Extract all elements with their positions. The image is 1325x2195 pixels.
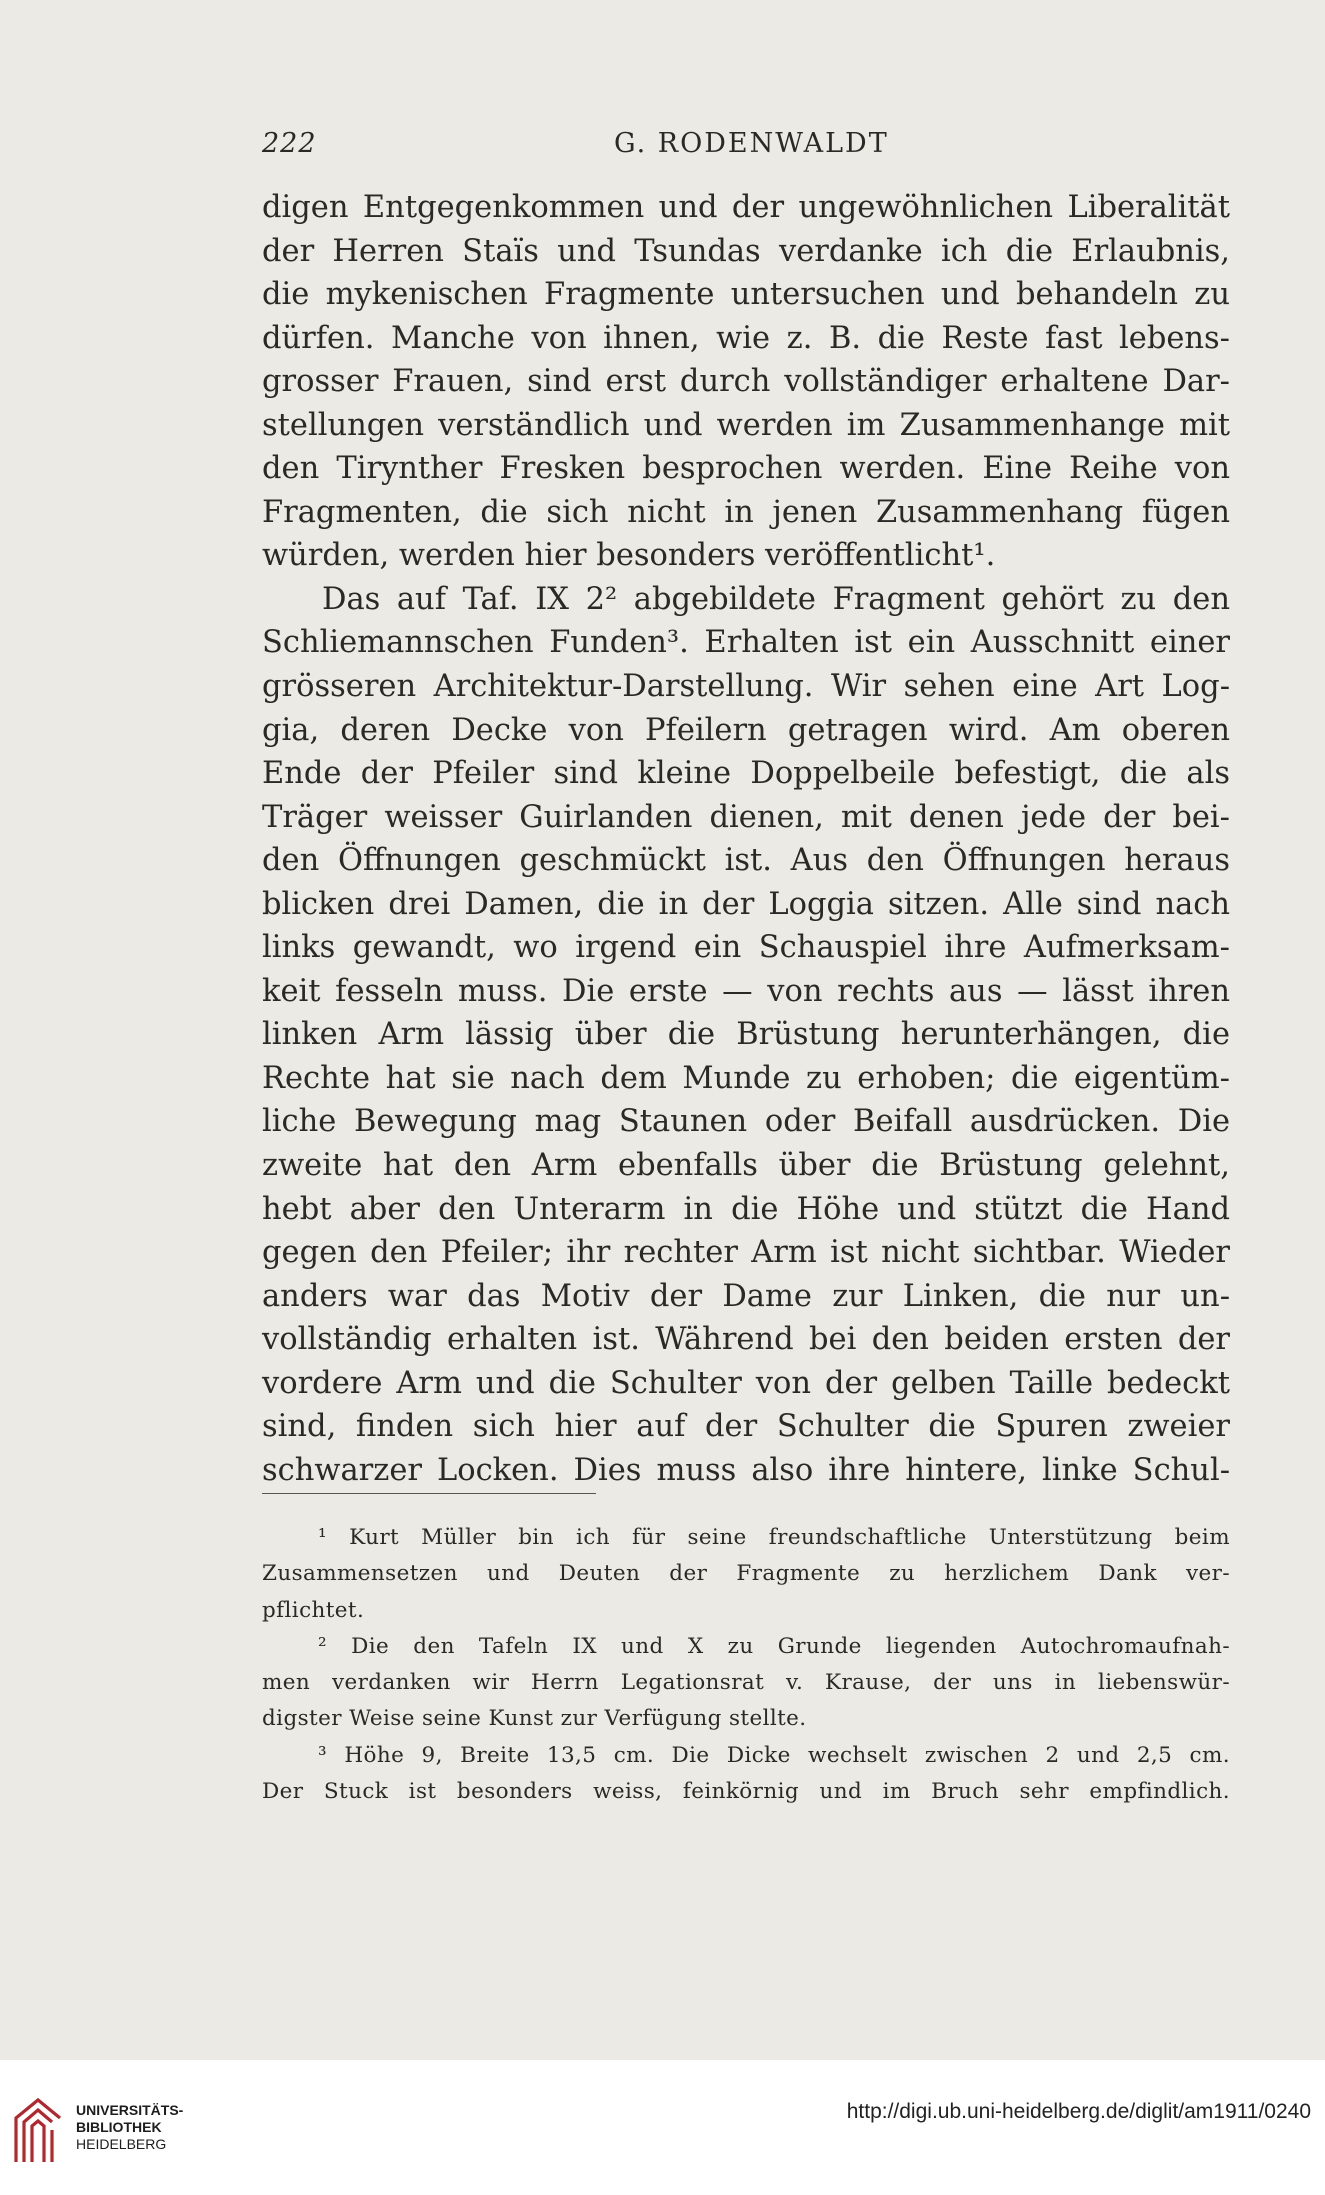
body-line: blicken drei Damen, die in der Loggia sitzen. Alle sind nach [262, 886, 1230, 922]
footnote-line: ² Die den Tafeln IX und X zu Grunde liegenden Autochromaufnah- [318, 1633, 1230, 1659]
body-line: digen Entgegenkommen und der ungewöhnlichen Liberalität [262, 190, 1230, 225]
source-url-link[interactable]: http://digi.ub.uni-heidelberg.de/diglit/am1911/0240 [846, 2100, 1311, 2123]
library-name [76, 2102, 183, 2153]
page-header [262, 128, 1230, 168]
body-line: grösseren Architektur-Darstellung. Wir sehen eine Art Log- [262, 669, 1230, 705]
library-name-line: UNIVERSITÄTS- [76, 2102, 184, 2118]
body-line: gegen den Pfeiler; ihr rechter Arm ist nicht sichtbar. Wieder [262, 1235, 1230, 1271]
body-line: Rechte hat sie nach dem Munde zu erhoben; die eigentüm- [262, 1060, 1230, 1096]
library-name-line: BIBLIOTHEK [76, 2119, 162, 2135]
body-line: grosser Frauen, sind erst durch vollständiger erhaltene Dar- [262, 364, 1230, 400]
body-line: hebt aber den Unterarm in die Höhe und stützt die Hand [262, 1191, 1230, 1227]
digitization-footer [0, 2060, 1325, 2195]
footnote-line: digster Weise seine Kunst zur Verfügung stellte. [262, 1706, 807, 1732]
running-head: G. RODENWALDT [614, 128, 889, 159]
body-text [262, 186, 1230, 1492]
footnote-line: pflichtet. [262, 1597, 365, 1623]
body-line: Das auf Taf. IX 2² abgebildete Fragment gehört zu den [322, 581, 1230, 617]
body-line: Ende der Pfeiler sind kleine Doppelbeile befestigt, die als [262, 756, 1230, 792]
body-line: würden, werden hier besonders veröffentlicht¹. [262, 538, 996, 574]
body-line: Fragmenten, die sich nicht in jenen Zusammenhang fügen [262, 494, 1230, 530]
page-number: 222 [262, 128, 317, 159]
body-line: liche Bewegung mag Staunen oder Beifall ausdrücken. Die [262, 1104, 1230, 1140]
body-line: sind, finden sich hier auf der Schulter die Spuren zweier [262, 1409, 1230, 1445]
body-line: linken Arm lässig über die Brüstung herunterhängen, die [262, 1017, 1230, 1053]
footnote-line: Der Stuck ist besonders weiss, feinkörnig und im Bruch sehr empfindlich. [262, 1779, 1230, 1805]
body-line: Schliemannschen Funden³. Erhalten ist ein Ausschnitt einer [262, 625, 1230, 661]
body-line: der Herren Staïs und Tsundas verdanke ich die Erlaubnis, [262, 233, 1230, 269]
body-line: den Öffnungen geschmückt ist. Aus den Öffnungen heraus [262, 843, 1230, 879]
body-line: die mykenischen Fragmente untersuchen und behandeln zu [262, 277, 1230, 313]
body-line: schwarzer Locken. Dies muss also ihre hintere, linke Schul- [262, 1452, 1230, 1488]
body-line: keit fesseln muss. Die erste — von rechts aus — lässt ihren [262, 973, 1230, 1009]
body-line: dürfen. Manche von ihnen, wie z. B. die Reste fast lebens- [262, 320, 1230, 356]
footnote-line: Zusammensetzen und Deuten der Fragmente zu herzlichem Dank ver- [262, 1561, 1230, 1587]
body-line: vordere Arm und die Schulter von der gelben Taille bedeckt [262, 1365, 1230, 1401]
footnote-line: ¹ Kurt Müller bin ich für seine freundschaftliche Unterstützung beim [318, 1525, 1230, 1550]
body-line: Träger weisser Guirlanden dienen, mit denen jede der bei- [262, 799, 1230, 835]
footnote-line: men verdanken wir Herrn Legationsrat v. Krause, der uns in liebenswür- [262, 1670, 1230, 1696]
body-line: den Tirynther Fresken besprochen werden. Eine Reihe von [262, 451, 1230, 487]
body-line: gia, deren Decke von Pfeilern getragen wird. Am oberen [262, 712, 1230, 748]
body-line: links gewandt, wo irgend ein Schauspiel ihre Aufmerksam- [262, 930, 1230, 966]
footnotes [262, 1520, 1230, 1810]
body-line: vollständig erhalten ist. Während bei den beiden ersten der [262, 1322, 1230, 1358]
body-line: stellungen verständlich und werden im Zusammenhange mit [262, 407, 1230, 443]
body-line: anders war das Motiv der Dame zur Linken, die nur un- [262, 1278, 1230, 1314]
footnote-divider [262, 1493, 596, 1494]
library-name-line: HEIDELBERG [76, 2136, 167, 2152]
body-line: zweite hat den Arm ebenfalls über die Brüstung gelehnt, [262, 1148, 1230, 1184]
ub-heidelberg-logo-icon [12, 2096, 64, 2164]
footnote-line: ³ Höhe 9, Breite 13,5 cm. Die Dicke wechselt zwischen 2 und 2,5 cm. [318, 1742, 1230, 1768]
